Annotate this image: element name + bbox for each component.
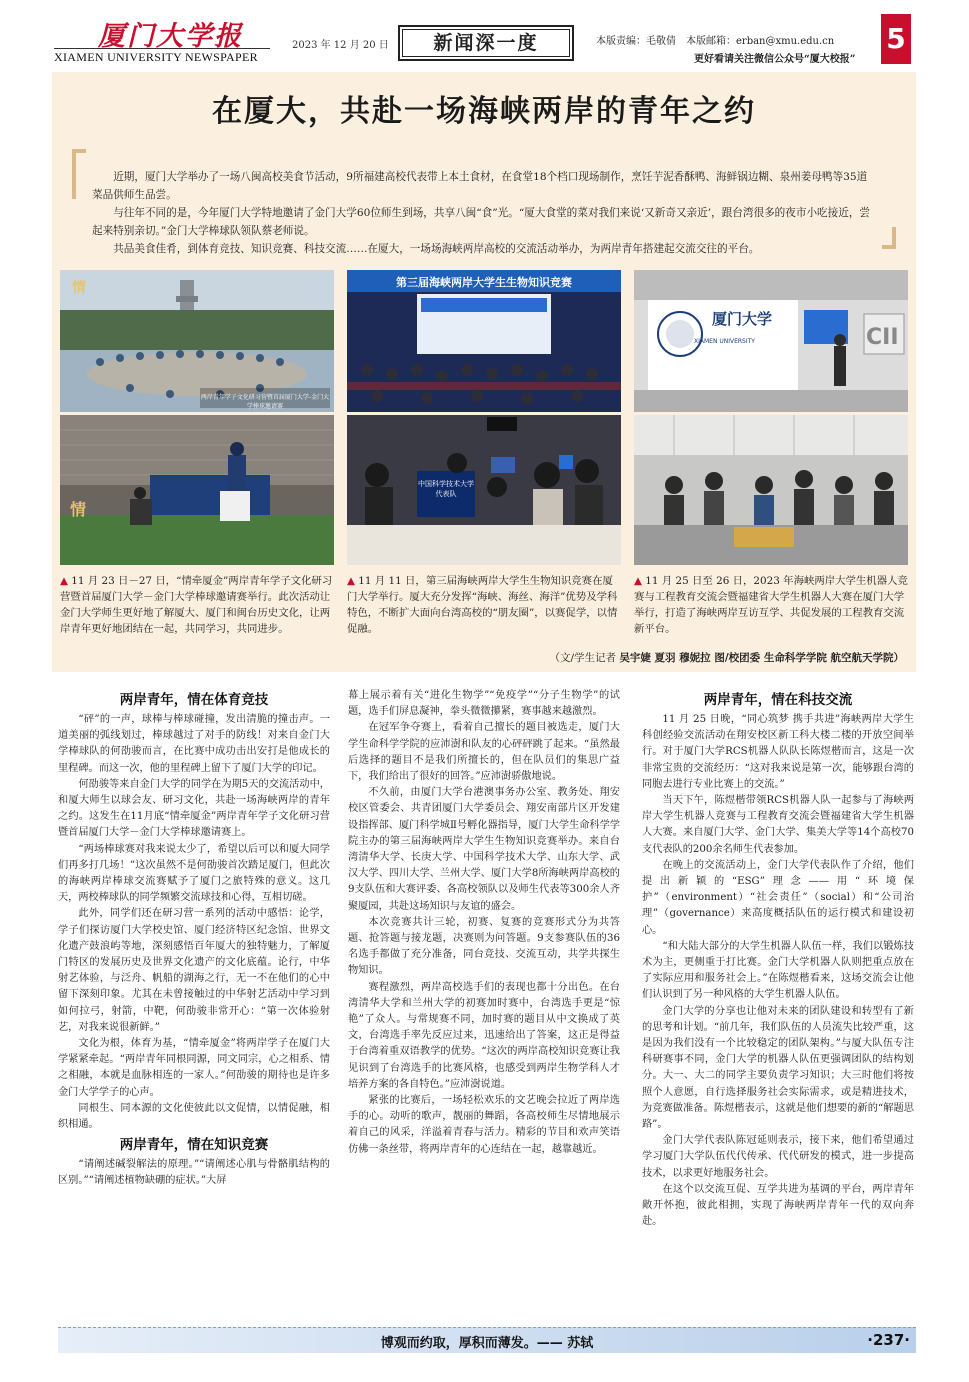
subheading-knowledge: 两岸青年，情在知识竞赛	[119, 1137, 269, 1154]
photo-baseball-image	[60, 415, 334, 565]
svg-text:CII: CII	[866, 325, 899, 350]
newspaper-logo: 厦门大学报	[98, 21, 243, 52]
photo-credit	[52, 650, 904, 665]
article-column-1	[58, 688, 330, 1190]
paragraph: “砰”的一声，球棒与棒球碰撞，发出清脆的撞击声。一道美丽的弧线划过，棒球越过了对手的防线！对来自金门大学棒球队的何劭骏而言，在比赛中成功击出安打是他成长的里程碑。而这一次，他的里程碑上留下了厦门大学的印记。	[58, 714, 330, 774]
section-title: 新闻深一度	[398, 25, 574, 61]
photo-grid	[60, 270, 908, 640]
intro-paragraph: 近期，厦门大学举办了一场八闽高校美食节活动，9所福建高校代表带上本土食材，在食堂18个档口现场制作，烹饪芋泥香酥鸭、海鲜锅边糊、泉州姜母鸭等35道菜品供师生品尝。	[92, 171, 868, 201]
paragraph: “和大陆大部分的大学生机器人队伍一样，我们以锻炼技术为主，更侧重于打比赛。金门大学机器人队则把重点放在了实际应用和服务社会上。”在陈煜楷看来，这场交流会让他们认识到了另一种风格的大学生机器人队伍。	[642, 940, 914, 1001]
footer-page-number: ·237·	[867, 1331, 910, 1349]
paragraph: 此外，同学们还在研习营一系列的活动中感悟：论学，学子们探访厦门大学校史馆、厦门经济特区纪念馆、世界文化遗产鼓浪屿等地，深刻感悟百年厦大的独特魅力，了解厦门特区的发展历史及世界文化遗产的文化底蕴。论行，中华射艺体验，与泛舟、帆船的湖海之行，无一不在他们的心中留下深刻印象。尤其在未曾接触过的中华射艺活动中学习到如何拉弓，射箭，中靶，何劭骏非常开心：“第一次体验射艺，对我来说很新鲜。”	[58, 908, 330, 1033]
svg-text:情: 情	[70, 500, 87, 519]
xmu-logo-en: XIAMEN UNIVERSITY	[694, 338, 755, 345]
article-body	[54, 688, 918, 1313]
paragraph: 本次竞赛共计三轮，初赛、复赛的竞赛形式分为共答题、抢答题与接龙题，决赛则为问答题。9支参赛队伍的36名选手都做了充分准备，同台竞技、交流互动，共学共探生物知识。	[348, 916, 620, 977]
caption-text: 11 月 23 日－27 日，“情牵厦金”两岸青年学子文化研习营暨首届厦门大学－金门大学棒球邀请赛举行。此次活动让金门大学师生更好地了解厦大、厦门和闽台历史文化，让两岸青年更好地团结在一起，共同学习，共同进步。	[60, 575, 333, 635]
paragraph: 11 月 25 日晚，“同心筑梦 携手共进”海峡两岸大学生科创经验交流活动在翔安校区新工科大楼二楼的开放空间举行。对于厦门大学RCS机器人队队长陈煜楷而言，这是一次非常宝贵的交流经历：“这对我来说是第一次，能够跟台湾的同胞去进行专业比赛上的交流。”	[642, 714, 914, 790]
caption-triangle-icon: ▲	[60, 575, 72, 587]
paragraph: 金门大学代表队陈冠延则表示，接下来，他们希望通过学习厦门大学队伍代代传承、代代研发的模式，进一步提高技术，以求更好地服务社会。	[642, 1135, 914, 1179]
footer-bar	[58, 1327, 916, 1353]
svg-text:情: 情	[72, 280, 86, 296]
photo-robot-presentation	[634, 270, 908, 412]
caption-text: 11 月 11 日，第三届海峡两岸大学生生物知识竞赛在厦门大学举行。厦大充分发挥“海峡、海丝、海洋”优势及学科特色，不断扩大面向台湾高校的“朋友圈”，以赛促学，以情促融。	[347, 575, 618, 635]
wechat-note: 更好看请关注微信公众号“厦大校报”	[694, 54, 856, 65]
photo-campus-group-image	[60, 270, 334, 412]
xmu-logo-text: 厦门大学	[712, 310, 773, 328]
subheading-sports: 两岸青年，情在体育竞技	[119, 692, 269, 708]
feature-headline: 在厦大，共赴一场海峡两岸的青年之约	[212, 94, 756, 129]
photo-campus-group	[60, 270, 334, 412]
photo-team-text: 中国科学技术大学代表队	[418, 480, 474, 498]
feature-block	[52, 72, 916, 672]
article-column-3	[642, 688, 914, 1231]
intro-paragraph: 与往年不同的是，今年厦门大学特地邀请了金门大学60位师生到场，共享八闽“食”光。“厦大食堂的菜对我们来说‘又新奇又亲近’，跟台湾很多的夜市小吃接近，尝起来特别亲切。”金门大学棒球队领队蔡老师说。	[92, 207, 871, 237]
caption-triangle-icon: ▲	[634, 575, 646, 587]
paragraph: 幕上展示着有关“进化生物学”“免疫学”“分子生物学”的试题，选手们屏息凝神，拳头微微攥紧，赛事越来越激烈。	[348, 690, 620, 718]
article-column-2	[348, 688, 620, 1158]
caption-3	[634, 573, 908, 637]
paragraph: 在这个以交流互促、互学共进为基调的平台，两岸青年敞开怀抱，彼此相拥，实现了海峡两岸青年一代的双向奔赴。	[642, 1183, 914, 1228]
paragraph: 在冠军争夺赛上，看着自己擅长的题目被选走，厦门大学生命科学学院的应沛澍和队友的心砰砰跳了起来。“虽然最后选择的题目不是我们所擅长的，但在队员们的集思广益下，我们给出了很好的回答。”应沛澍骄傲地说。	[348, 722, 620, 783]
newspaper-name-en: XIAMEN UNIVERSITY NEWSPAPER	[54, 48, 270, 65]
paragraph: 在晚上的交流活动上，金门大学代表队作了介绍，他们提出新颖的“ESG”理念——用“环境保护”（environment）“社会责任”（social）和“公司治理”（governance）来高度概括队伍的运行模式和建设初心。	[642, 859, 914, 936]
paragraph: 赛程激烈，两岸高校选手们的表现也都十分出色。在台湾清华大学和兰州大学的初赛加时赛中，台湾选手更是“惊艳”了众人。与常规赛不同，加时赛的题目从中文换成了英文，台湾选手率先反应过来，迅速给出了答案，这正是得益于台湾着重双语教学的优势。“这次的两岸高校知识竞赛让我见识到了台湾选手的比赛风格，也感受到两岸生物学科人才培养方案的各自特色。”应沛澍说道。	[348, 981, 620, 1090]
photo-robot-lab	[634, 415, 908, 565]
masthead	[54, 10, 916, 66]
photo-robot-lab-image	[634, 415, 908, 565]
paragraph: 金门大学的分享也让他对未来的团队建设和转型有了新的思考和计划。“前几年，我们队伍的人员流失比较严重，这是因为我们没有一个比较稳定的团队架构。”与厦大队伍专注科研赛事不同，金门大学的机器人队伍更强调团队的结构划分。大一、大二的同学主要负责学习知识；大三时他们将按照个人意愿，自行选择服务社会实际需求，或是精进技术，为竞赛做准备。陈煜楷表示，这就是他们想要的新的“解题思路”。	[642, 1005, 914, 1131]
photo-baseball	[60, 415, 334, 565]
credit-names: 吴宇婕 夏羽 穆妮拉 图/校团委 生命科学学院 航空航天学院）	[619, 652, 904, 664]
photo-overlay-text: 两岸青年学子文化研习营暨首届厦门大学-金门大学棒球邀请赛	[200, 394, 330, 410]
paragraph: 同根生、同本源的文化使彼此以文促情，以情促融，相织相通。	[58, 1102, 330, 1131]
photo-competition-hall-image	[347, 270, 621, 412]
photo-banner-text: 第三届海峡两岸大学生生物知识竞赛	[396, 276, 572, 289]
paragraph: 当天下午，陈煜楷带领RCS机器人队一起参与了海峡两岸大学生机器人竞赛与工程教育交流会暨福建省大学生机器人大赛。来自厦门大学、金门大学、集美大学等14个高校70支代表队的200余名师生代表参加。	[642, 795, 914, 855]
subheading-technology: 两岸青年，情在科技交流	[703, 692, 853, 708]
page-number-badge: 5	[881, 14, 911, 64]
caption-triangle-icon: ▲	[347, 575, 359, 587]
paragraph: 不久前，由厦门大学台港澳事务办公室、教务处、翔安校区管委会、共青团厦门大学委员会、翔安南部片区开发建设指挥部、厦门科学城Ⅱ号孵化器指导，厦门大学生命科学学院主办的第三届海峡两岸大学生生物知识竞赛举办。来自台湾清华大学、长庚大学、中国科学技术大学、山东大学、武汉大学、四川大学、兰州大学、厦门大学8所海峡两岸高校的9支队伍和大赛评委、各高校领队以及师生代表等300余人齐聚厦园，共赴这场知识与友谊的盛会。	[348, 787, 620, 912]
editor-info: 本版责编：毛敬倩 本版邮箱：erban@xmu.edu.cn	[596, 36, 835, 47]
caption-text: 11 月 25 日至 26 日，2023 年海峡两岸大学生机器人竞赛与工程教育交流会暨福建省大学生机器人大赛在厦门大学举行，打造了海峡两岸互访互学、共促发展的工程教育交流新平台。	[634, 575, 908, 635]
paragraph: 何劭骏等来自金门大学的同学在为期5天的交流活动中，和厦大师生以球会友、研习文化，共赴一场海峡两岸的青年之约。这发生在11月底“情牵厦金”两岸青年学子文化研习营暨首届厦门大学－金门大学棒球邀请赛上。	[58, 778, 330, 839]
caption-1	[60, 573, 334, 637]
caption-2	[347, 573, 621, 637]
credit-prefix: （文/学生记者	[549, 652, 617, 664]
paragraph: “两场棒球赛对我来说太少了，希望以后可以和厦大同学们再多打几场！”这次虽然不是何劭骏首次踏足厦门，但此次的海峡两岸棒球交流赛赋予了厦门之旅特殊的意义。这几天，两校棒球队的同学频繁交流球技和心得，互相切磋。	[58, 843, 330, 904]
issue-date: 2023 年 12 月 20 日	[292, 40, 389, 51]
photo-contestants-image	[347, 415, 621, 565]
paragraph: 文化为根，体育为基，“情牵厦金”将两岸学子在厦门大学紧紧牵起。“两岸青年同根同源，同文同宗，心之相系、情之相融，本就是血脉相连的一家人。”何劭骏的期待也是许多金门大学学子的心声。	[58, 1038, 330, 1098]
photo-competition-hall	[347, 270, 621, 412]
intro-paragraph: 共品美食佳肴，到体育竞技、知识竞赛、科技交流……在厦大，一场场海峡两岸高校的交流活动举办，为两岸青年搭建起交流交往的平台。	[113, 243, 760, 255]
quote-bracket-right	[882, 227, 896, 249]
paragraph: “请阐述碱裂解法的原理。”“请阐述心肌与骨骼肌结构的区别。”“请阐述植物缺硼的症状。”大屏	[58, 1159, 330, 1187]
feature-intro	[92, 168, 872, 258]
photo-contestants	[347, 415, 621, 565]
quote-bracket-left	[72, 149, 86, 199]
paragraph: 紧张的比赛后，一场轻松欢乐的文艺晚会拉近了两岸选手的心。动听的歌声，靓丽的舞蹈，各高校师生尽情地展示着自己的风采，洋溢着青春与活力。精彩的节目和欢声笑语仿佛一条丝带，将两岸青年的心连结在一起，越靠越近。	[348, 1095, 620, 1155]
footer-motto: 博观而约取，厚积而薄发。—— 苏轼	[380, 1336, 594, 1351]
